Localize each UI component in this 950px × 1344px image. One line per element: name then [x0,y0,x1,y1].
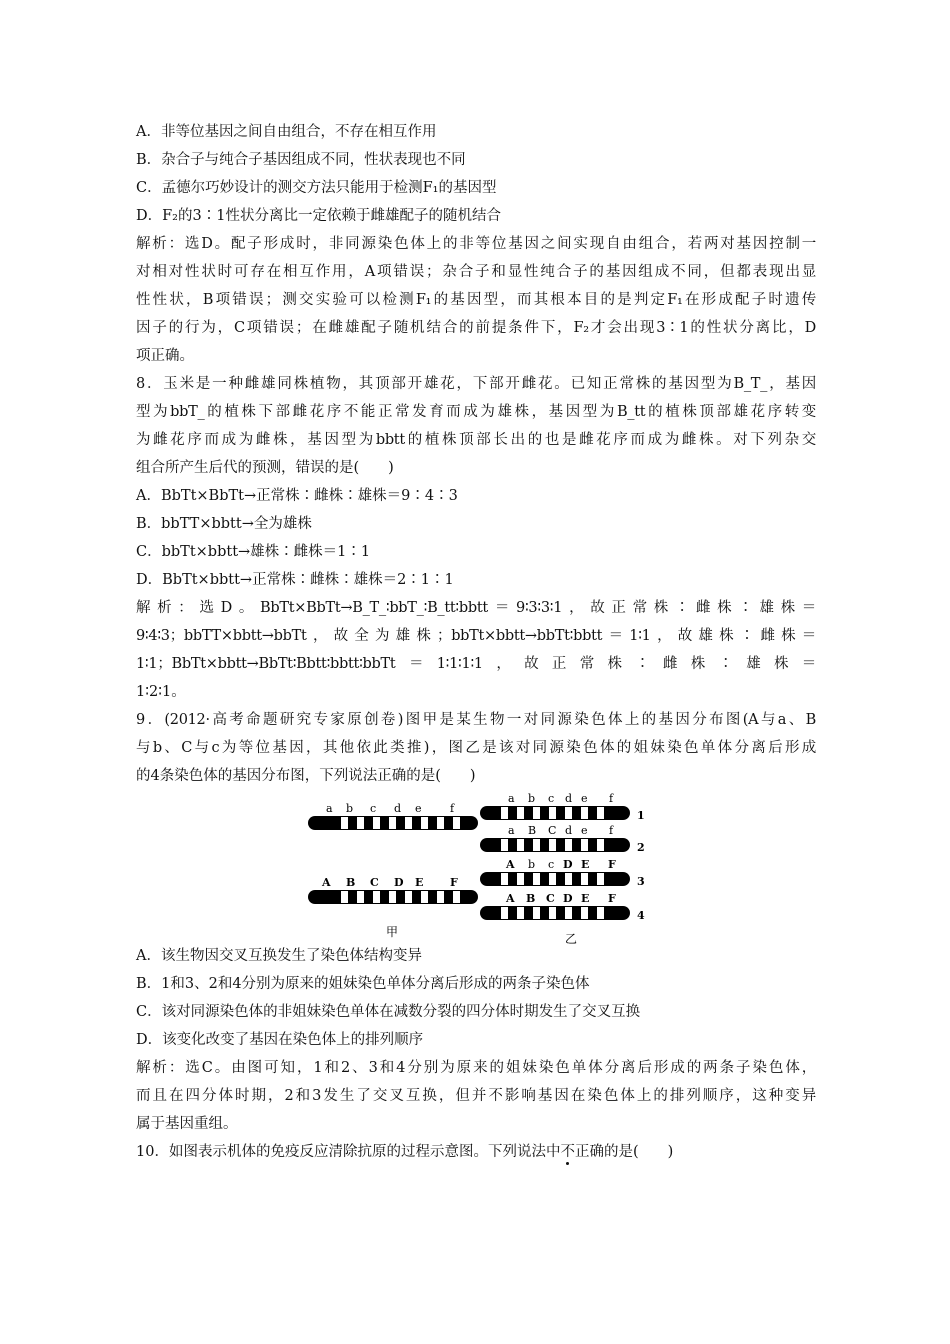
gene-label: F [608,858,616,871]
q8-analysis-line: 1∶2∶1。 [136,684,186,700]
chromosome-jia-bottom [308,876,478,904]
gene-label: f [450,802,455,815]
q7-option-c: C．孟德尔巧妙设计的测交方法只能用于检测F₁的基因型 [136,180,497,196]
gene-label: e [581,824,588,837]
q10-stem [136,1142,816,1162]
q9-option-a: A．该生物因交叉互换发生了染色体结构变异 [136,948,422,964]
gene-label: e [581,792,588,805]
q9-stem-line: 与b、C与c为等位基因，其他依此类推)，图乙是该对同源染色体的姐妹染色单体分离后形成 [136,740,816,756]
gene-label: b [346,802,354,815]
q8-analysis-line: 1∶1；BbTt×bbtt→BbTt∶Bbtt∶bbtt∶bbTt＝1∶1∶1∶1，故正常株∶雌株∶雄株＝ [136,656,816,672]
chromosome-jia-top [308,802,478,830]
gene-label: d [565,792,573,805]
q7-analysis-line: 因子的行为，C项错误；在雌雄配子随机结合的前提条件下，F₂才会出现3∶1的性状分离比，D [136,320,816,336]
q8-option-d: D．BbTt×bbtt→正常株∶雌株∶雄株＝2∶1∶1 [136,572,454,588]
chromosome-figure [300,786,660,946]
q8-stem-line: 组合所产生后代的预测，错误的是( ) [136,460,394,476]
q8-option-b: B．bbTT×bbtt→全为雄株 [136,516,312,532]
q8-stem-line: 8．玉米是一种雌雄同株植物，其顶部开雄花，下部开雌花。已知正常株的基因型为B_T_，基因 [136,376,816,392]
gene-label: d [565,824,573,837]
gene-label: b [528,858,536,871]
gene-label: c [370,802,377,815]
q9-analysis-line: 属于基因重组。 [136,1116,238,1132]
q7-option-d: D．F₂的3∶1性状分离比一定依赖于雌雄配子的随机结合 [136,208,501,224]
q7-analysis-line: 解析：选D。配子形成时，非同源染色体上的非等位基因之间实现自由组合，若两对基因控制一 [136,236,816,252]
gene-label: A [506,892,515,905]
q9-option-c: C．该对同源染色体的非姐妹染色单体在减数分裂的四分体时期发生了交叉互换 [136,1004,641,1020]
gene-label: E [581,892,590,905]
gene-label: C [548,824,557,837]
gene-label: f [609,824,614,837]
q10-stem-after: 正确的是( ) [574,1144,674,1160]
q8-stem-line: 型为bbT_的植株下部雌花序不能正常发育而成为雄株，基因型为B_tt的植株顶部雄花序转变 [136,404,816,420]
q9-analysis-line: 解析：选C。由图可知，1和2、3和4分别为原来的姐妹染色单体分离后形成的两条子染色体， [136,1060,816,1076]
chromosome-yi-4 [480,892,645,922]
chromosome-yi-3 [480,858,645,888]
figure-label-jia: 甲 [386,925,399,939]
q7-analysis-line: 项正确。 [136,348,194,364]
chromosome-yi-1 [480,792,645,822]
q10-stem-emphasis: 不 [560,1144,575,1160]
gene-label: A [506,858,515,871]
gene-label: D [563,892,573,905]
q10-stem-before: 10．如图表示机体的免疫反应清除抗原的过程示意图。下列说法中 [136,1144,561,1160]
figure-label-yi: 乙 [565,932,578,946]
gene-label: a [326,802,333,815]
q8-stem-line: 为雌花序而成为雌株，基因型为bbtt的植株顶部长出的也是雌花序而成为雌株。对下列杂交 [136,432,816,448]
gene-label: A [322,876,331,889]
q9-analysis-line: 而且在四分体时期，2和3发生了交叉互换，但并不影响基因在染色体上的排列顺序，这种变异 [136,1088,816,1104]
q8-option-a: A．BbTt×BbTt→正常株∶雌株∶雄株＝9∶4∶3 [136,488,458,504]
q8-option-c: C．bbTt×bbtt→雄株∶雌株＝1∶1 [136,544,371,560]
q8-analysis-line: 9∶4∶3；bbTT×bbtt→bbTt，故全为雄株；bbTt×bbtt→bbTt∶bbtt＝1∶1，故雄株∶雌株＝ [136,628,816,644]
chromosome-yi-2 [480,824,645,854]
gene-label: D [563,858,573,871]
q7-analysis-line: 对相对性状时可存在相互作用，A项错误；杂合子和显性纯合子的基因组成不同，但都表现出显 [136,264,816,280]
gene-label: C [546,892,555,905]
gene-label: E [581,858,590,871]
gene-label: F [450,876,458,889]
chromosome-number: 2 [637,841,645,854]
gene-label: f [609,792,614,805]
chromosome-number: 1 [637,809,645,822]
chromosome-number: 3 [637,875,645,888]
gene-label: a [508,792,515,805]
gene-label: e [415,802,422,815]
q9-stem-line: 的4条染色体的基因分布图，下列说法正确的是( ) [136,768,476,784]
chromosome-number: 4 [637,909,645,922]
gene-label: B [528,824,537,837]
gene-label: b [528,792,536,805]
gene-label: E [415,876,424,889]
gene-label: D [394,876,404,889]
q8-analysis-line: 解析：选D。BbTt×BbTt→B_T_∶bbT_∶B_tt∶bbtt＝9∶3∶3∶1，故正常株∶雌株∶雄株＝ [136,600,816,616]
q9-option-d: D．该变化改变了基因在染色体上的排列顺序 [136,1032,424,1048]
q7-analysis-line: 性性状，B项错误；测交实验可以检测F₁的基因型，而其根本目的是判定F₁在形成配子时遗传 [136,292,816,308]
gene-label: F [608,892,616,905]
gene-label: a [508,824,515,837]
q7-option-a: A．非等位基因之间自由组合，不存在相互作用 [136,124,437,140]
gene-label: c [548,792,555,805]
q9-stem-line: 9．(2012·高考命题研究专家原创卷)图甲是某生物一对同源染色体上的基因分布图(A与a、B [136,712,816,728]
q9-option-b: B．1和3、2和4分别为原来的姐妹染色单体分离后形成的两条子染色体 [136,976,590,992]
gene-label: C [370,876,379,889]
gene-label: B [526,892,536,905]
gene-label: d [394,802,402,815]
gene-label: B [346,876,356,889]
q7-option-b: B．杂合子与纯合子基因组成不同，性状表现也不同 [136,152,466,168]
gene-label: c [548,858,555,871]
